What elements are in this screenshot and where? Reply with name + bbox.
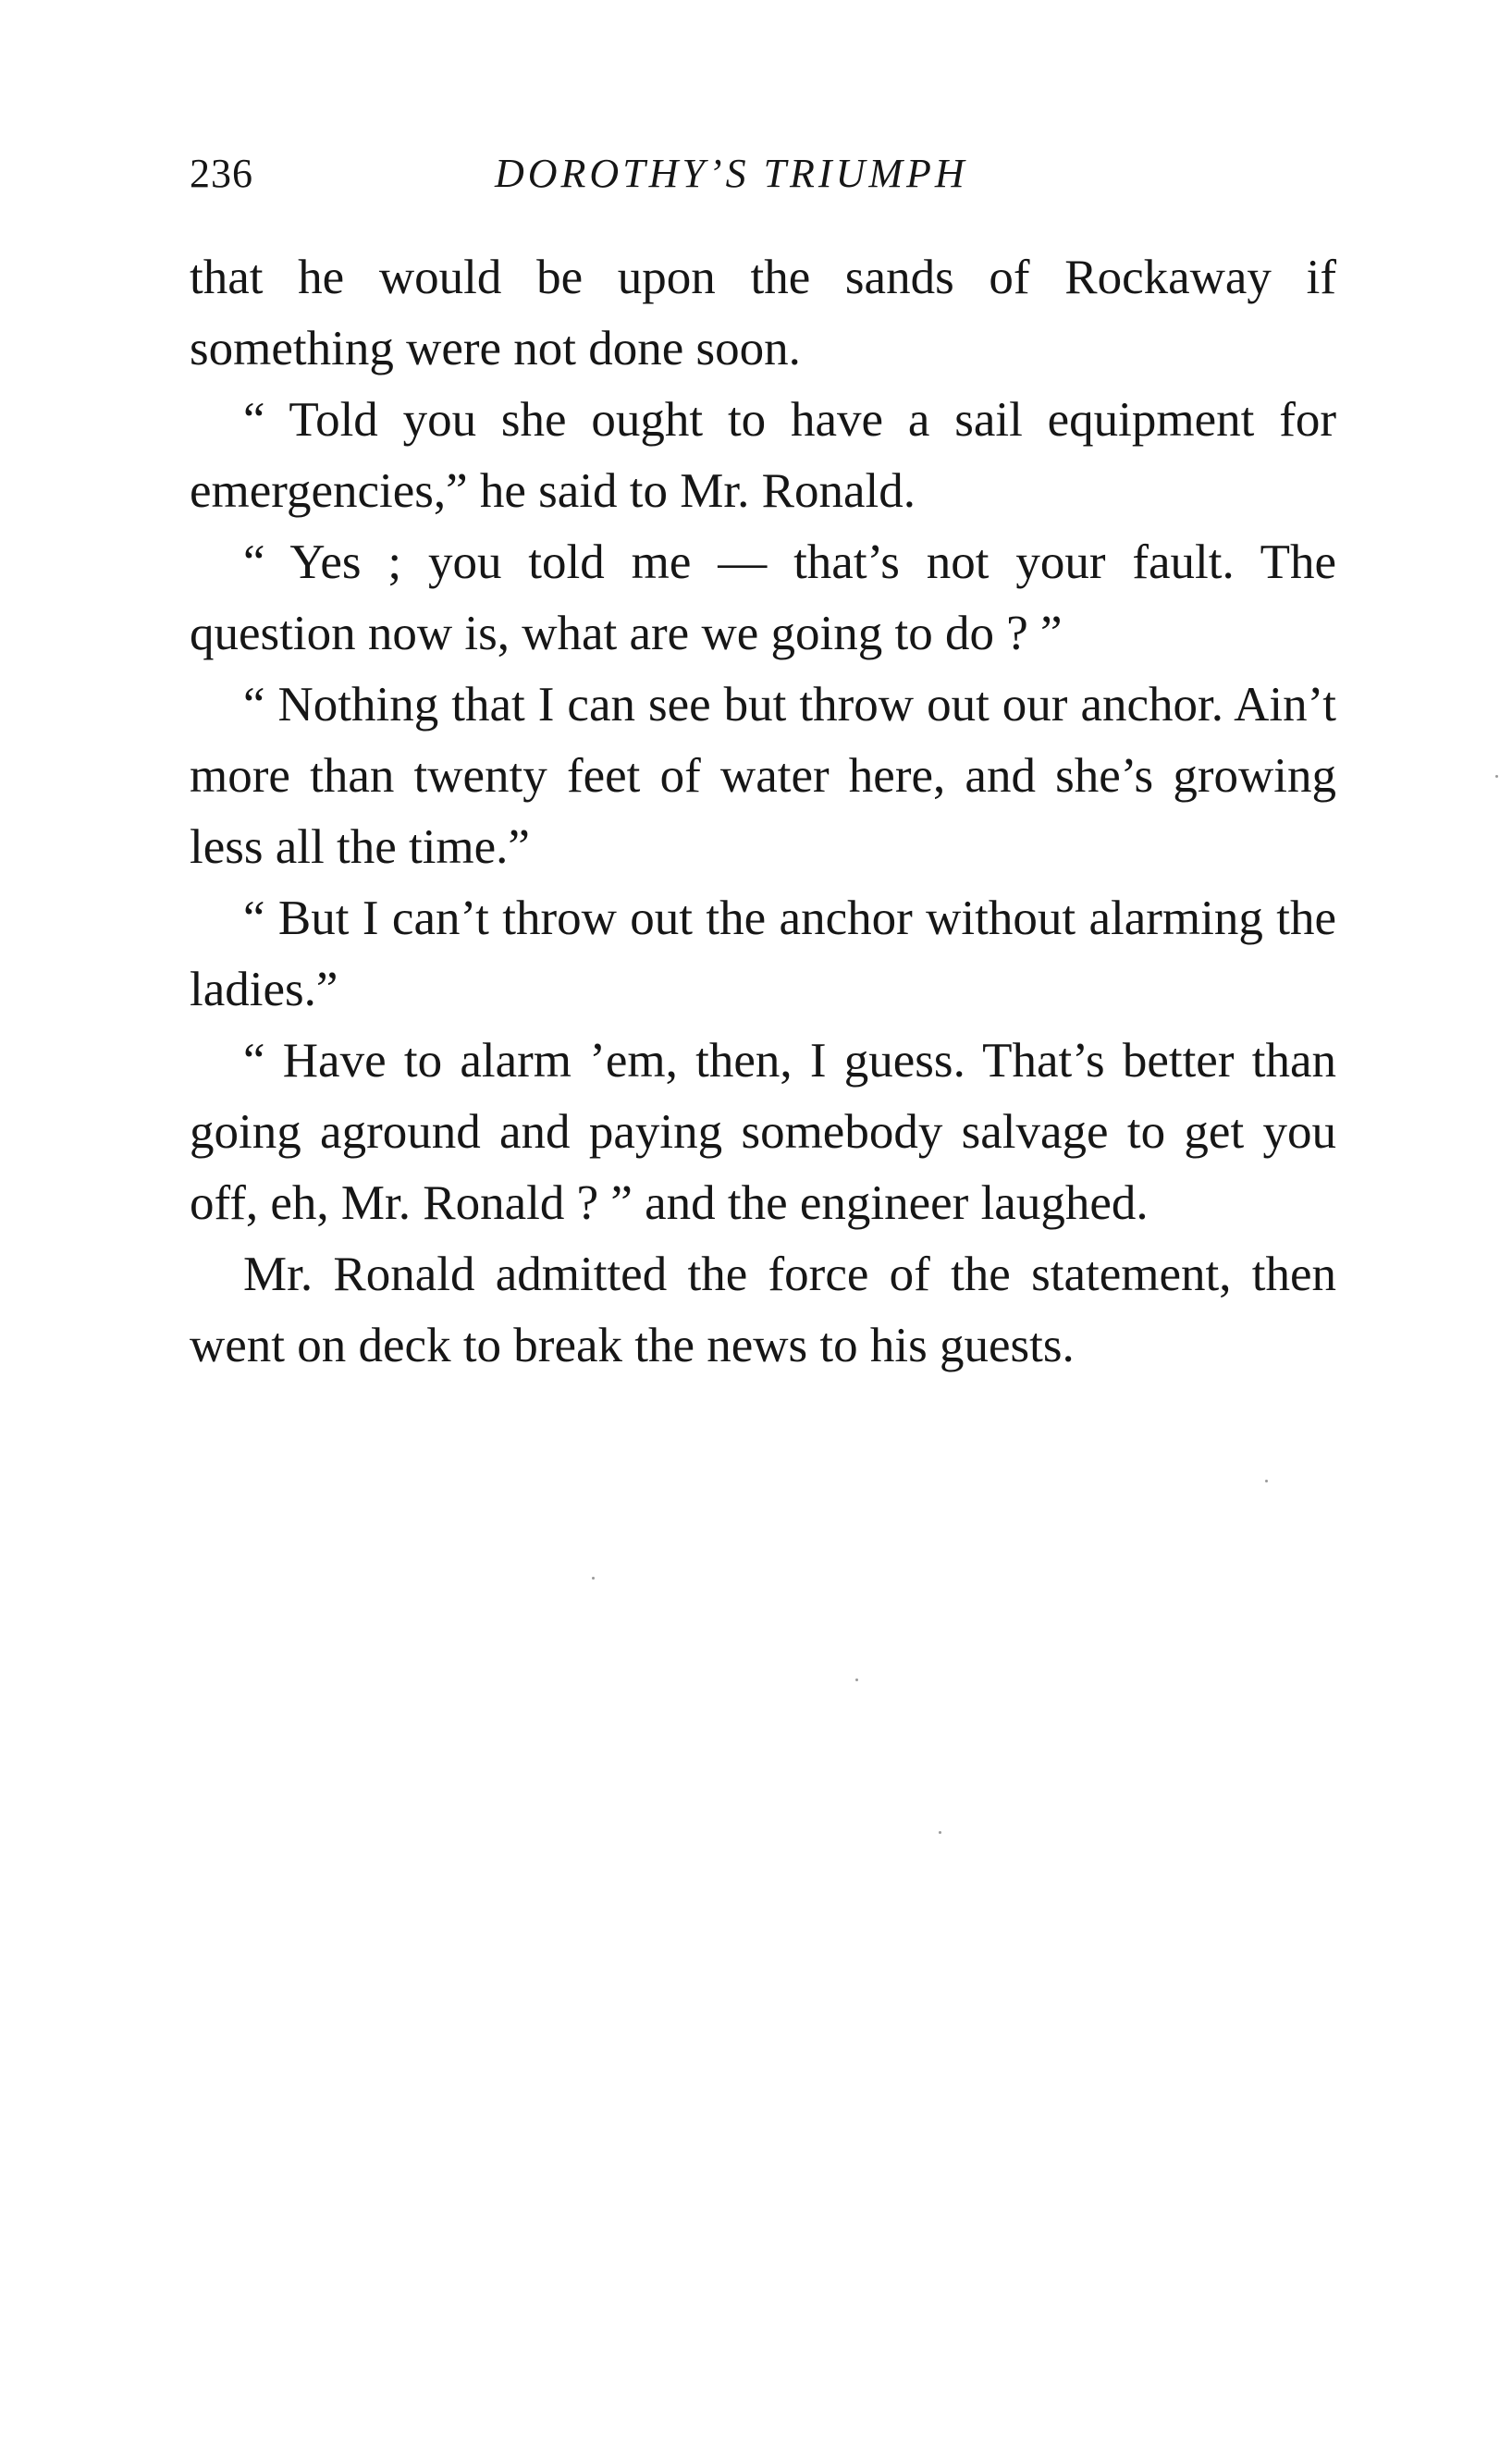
paragraph-5: “ But I can’t throw out the anchor without alarming the ladies.” — [190, 891, 1336, 1016]
body-text — [190, 242, 1336, 1382]
paper-speck — [1265, 1480, 1268, 1482]
paragraph-3: “ Yes ; you told me — that’s not your fault. The question now is, what are we going to do ? ” — [190, 535, 1336, 660]
running-head — [190, 146, 1336, 202]
paragraph-1: that he would be upon the sands of Rockaway if something were not done soon. — [190, 251, 1336, 375]
paper-speck — [939, 1831, 941, 1834]
paper-speck — [592, 1577, 595, 1580]
paragraph-4: “ Nothing that I can see but throw out our anchor. Ain’t more than twenty feet of water here, and she’s growing less all the time.” — [190, 678, 1336, 874]
paragraph-6: “ Have to alarm ’em, then, I guess. That’s better than going aground and paying somebody salvage to get you off, eh, Mr. Ronald ? ” and the engineer laughed. — [190, 1034, 1336, 1230]
paper-speck — [855, 1678, 858, 1681]
running-title: DOROTHY’S TRIUMPH — [495, 151, 968, 196]
paper-speck — [1495, 775, 1498, 778]
paragraph-7: Mr. Ronald admitted the force of the statement, then went on deck to break the news to his guests. — [190, 1248, 1336, 1372]
paragraph-2: “ Told you she ought to have a sail equipment for emergencies,” he said to Mr. Ronald. — [190, 393, 1336, 518]
page-number: 236 — [190, 151, 253, 196]
